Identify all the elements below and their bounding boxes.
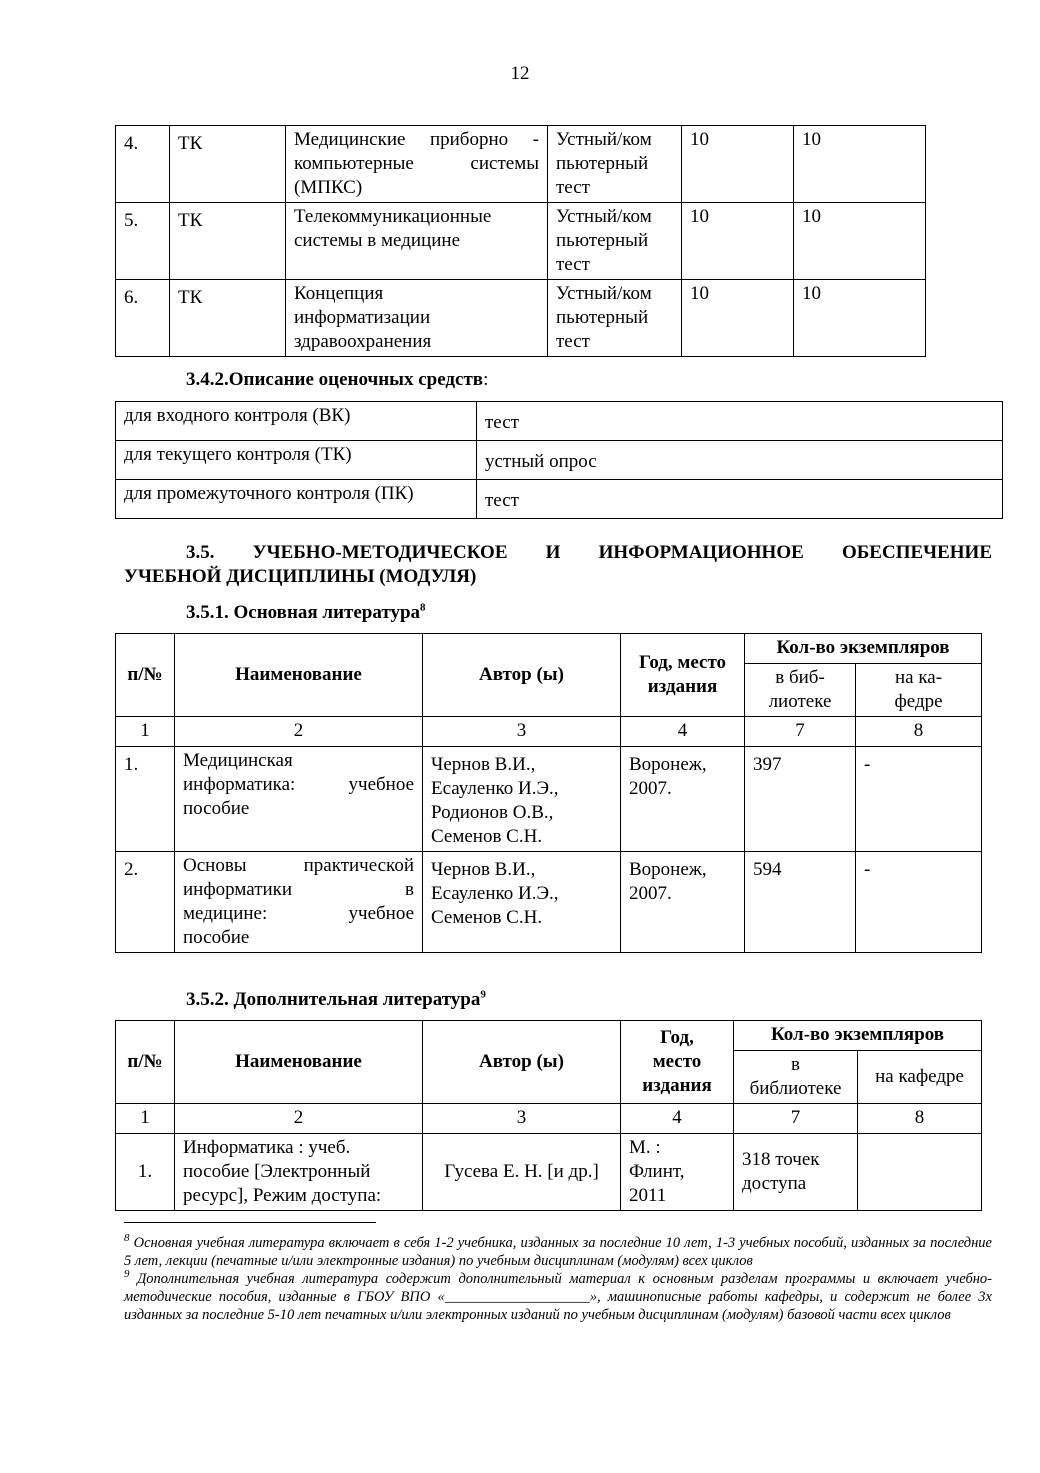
footnote-ref: 8 [420,601,426,614]
control-row [116,280,926,357]
header-author: Автор (ы) [423,1021,621,1104]
page-number: 12 [510,63,530,84]
value-cell: 10 [682,126,794,203]
header-department: на кафедре [858,1051,982,1104]
header-library: в биб- лиотеке [745,664,856,717]
header-name: Наименование [175,634,423,717]
control-table [115,125,926,357]
control-form: Устный/ком пьютерный тест [548,280,682,357]
footnote-9: $^9$ Дополнительная учебная литература содержит дополнительный материал к основным разделам программы и включает учебно-методические пособия, изданные в ГБОУ ВПО «____________________», машинописные работы кафедры, и содержит не более 3х изданных за последние 5-10 лет печатных и/или электронных изданий по учебным дисциплинам (модулям) базовой части всех циклов [124,1268,993,1323]
book-year: Воронеж, 2007. [621,852,745,953]
section-heading-342: 3.4.2.Описание оценочных средств: [186,369,489,390]
assessment-table [115,401,1003,519]
header-name: Наименование [175,1021,423,1104]
header-year: Год, место издания [621,1021,734,1104]
main-literature-table [115,633,982,953]
header-num: п/№ [116,1021,175,1104]
book-title: Информатика : учеб. пособие [Электронный ресурс], Режим доступа: [175,1134,423,1211]
row-number: 1. [116,1134,175,1211]
header-library: в библиотеке [734,1051,858,1104]
row-number: 6. [116,280,170,357]
value-cell: 10 [794,280,926,357]
table-row [116,852,982,953]
row-number: 1. [116,747,175,852]
value-cell: 10 [682,203,794,280]
table-row [116,1134,982,1211]
header-author: Автор (ы) [423,634,621,717]
row-number: 2. [116,852,175,953]
control-form: Устный/ком пьютерный тест [548,126,682,203]
value-cell: 10 [794,203,926,280]
value-cell: 10 [682,280,794,357]
assessment-value: тест [477,402,1003,441]
table-row [116,747,982,852]
control-type: ТК [170,126,286,203]
topic-name: Телекоммуникационные системы в медицине [286,203,548,280]
assessment-value: тест [477,480,1003,519]
assessment-row [116,441,1003,480]
control-row [116,126,926,203]
header-department: на ка- федре [856,664,982,717]
header-year: Год, место издания [621,634,745,717]
footnotes [124,1234,992,1324]
topic-name: Медицинские приборно - компьютерные системы (МПКС) [286,126,548,203]
topic-name: Концепция информатизации здравоохранения [286,280,548,357]
row-number: 5. [116,203,170,280]
book-year: М. : Флинт, 2011 [621,1134,734,1211]
header-num: п/№ [116,634,175,717]
control-type: ТК [170,280,286,357]
library-count: 594 [745,852,856,953]
control-row [116,203,926,280]
index-row: 1 2 3 4 7 8 [116,717,982,747]
section-heading-352: 3.5.2. Дополнительная литература$^9$ [186,988,486,1010]
book-title: Основы практической информатики в медицине: учебное пособие [175,852,423,953]
book-year: Воронеж, 2007. [621,747,745,852]
assessment-row [116,402,1003,441]
index-row: 1 2 3 4 7 8 [116,1104,982,1134]
value-cell: 10 [794,126,926,203]
header-copies: Кол-во экземпляров [734,1021,982,1051]
assessment-label: для промежуточного контроля (ПК) [116,480,477,519]
book-authors: Гусева Е. Н. [и др.] [423,1134,621,1211]
control-type: ТК [170,203,286,280]
row-number: 4. [116,126,170,203]
footnote-8: $^8$ Основная учебная литература включает в себя 1-2 учебника, изданных за последние 10 лет, 1-3 учебных пособий, изданных за последние 5 лет, лекции (печатные и/или электронные издания) по учебным дисциплинам (модулям) всех циклов [124,1232,992,1269]
assessment-value: устный опрос [477,441,1003,480]
section-heading-351: 3.5.1. Основная литература$^8$ [186,601,426,623]
additional-literature-table [115,1020,982,1211]
section-heading-35: 3.5. УЧЕБНО-МЕТОДИЧЕСКОЕ И ИНФОРМАЦИОННОЕ ОБЕСПЕЧЕНИЕ УЧЕБНОЙ ДИСЦИПЛИНЫ (МОДУЛЯ) [124,542,992,587]
footnote-ref: 9 [480,988,486,1001]
header-copies: Кол-во экземпляров [745,634,982,664]
book-authors: Чернов В.И., Есауленко И.Э., Семенов С.Н. [423,852,621,953]
department-count: - [856,852,982,953]
control-form: Устный/ком пьютерный тест [548,203,682,280]
library-count: 318 точек доступа [734,1134,858,1211]
assessment-label: для текущего контроля (ТК) [116,441,477,480]
library-count: 397 [745,747,856,852]
assessment-row [116,480,1003,519]
book-authors: Чернов В.И., Есауленко И.Э., Родионов О.В., Семенов С.Н. [423,747,621,852]
assessment-label: для входного контроля (ВК) [116,402,477,441]
department-count [858,1134,982,1211]
book-title: Медицинская информатика: учебное пособие [175,747,423,852]
footnote-separator [124,1222,376,1223]
department-count: - [856,747,982,852]
